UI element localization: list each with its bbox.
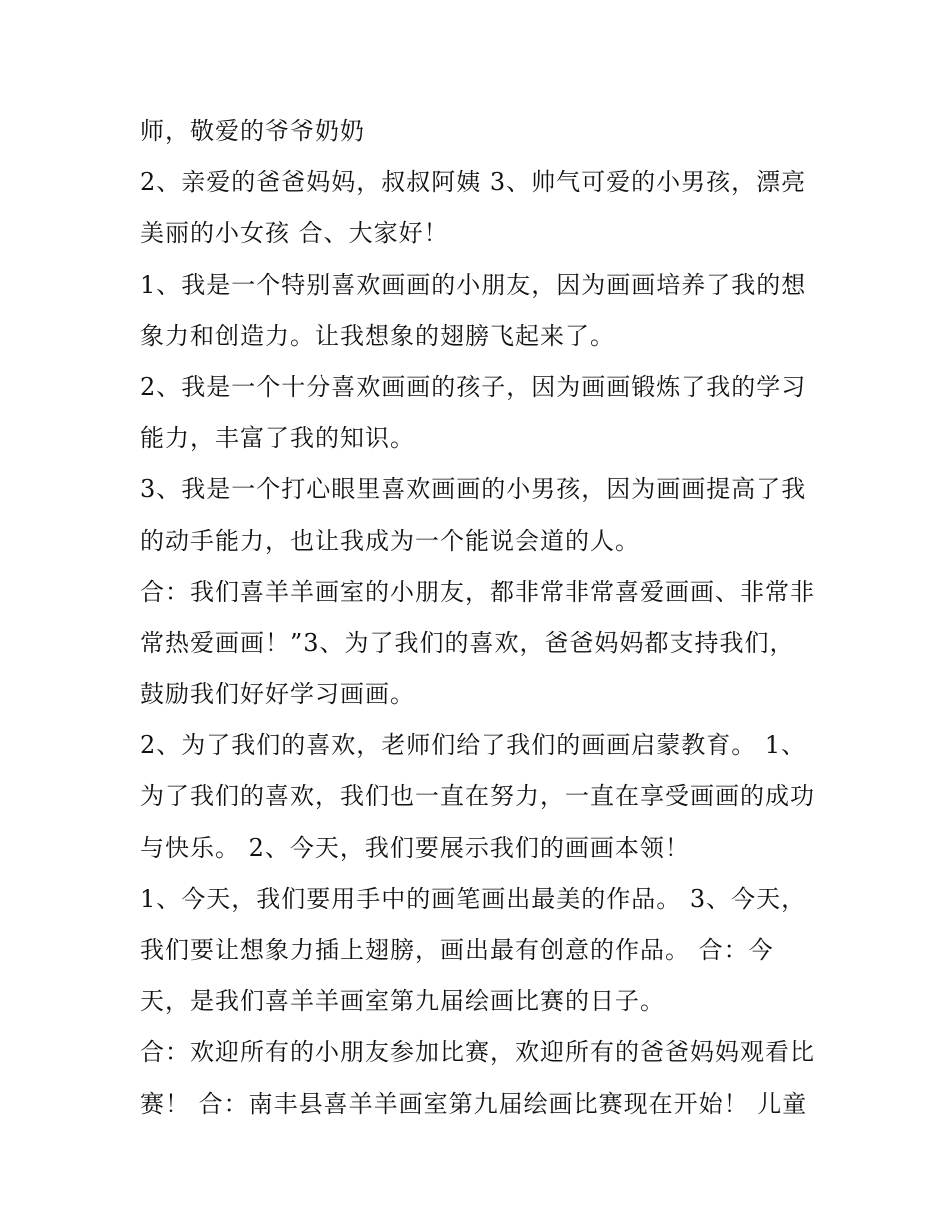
text-line: 常热爱画画！”3、为了我们的喜欢，爸爸妈妈都支持我们， <box>140 628 795 657</box>
text-line: 美丽的小女孩 合、大家好！ <box>140 219 449 248</box>
text-line: 我们要让想象力插上翅膀，画出最有创意的作品。 合：今 <box>140 936 774 964</box>
document-body <box>140 106 840 1130</box>
text-line: 2、我是一个十分喜欢画画的孩子，因为画画锻炼了我的学习 <box>140 372 807 401</box>
text-line: 为了我们的喜欢，我们也一直在努力，一直在享受画画的成功 <box>140 782 815 811</box>
text-line: 天，是我们喜羊羊画室第九届绘画比赛的日子。 <box>140 987 665 1016</box>
text-line: 1、我是一个特别喜欢画画的小朋友，因为画画培养了我的想 <box>140 270 807 299</box>
text-line: 能力，丰富了我的知识。 <box>140 424 415 453</box>
text-line: 合：我们喜羊羊画室的小朋友，都非常非常喜爱画画、非常非 <box>140 577 815 606</box>
text-line: 赛！ 合：南丰县喜羊羊画室第九届绘画比赛现在开始！ 儿童 <box>140 1089 808 1118</box>
text-line: 2、亲爱的爸爸妈妈，叔叔阿姨 3、帅气可爱的小男孩，漂亮 <box>140 168 807 197</box>
text-line: 3、我是一个打心眼里喜欢画画的小男孩，因为画画提高了我 <box>140 475 807 504</box>
text-line: 的动手能力，也让我成为一个能说会道的人。 <box>140 526 640 555</box>
text-line: 鼓励我们好好学习画画。 <box>140 680 415 709</box>
text-line: 1、今天，我们要用手中的画笔画出最美的作品。 3、今天， <box>140 884 807 913</box>
text-line: 象力和创造力。让我想象的翅膀飞起来了。 <box>140 321 615 350</box>
text-line: 合：欢迎所有的小朋友参加比赛，欢迎所有的爸爸妈妈观看比 <box>140 1038 815 1067</box>
text-line: 与快乐。 2、今天，我们要展示我们的画画本领！ <box>140 833 690 862</box>
text-line: 师，敬爱的爷爷奶奶 <box>140 117 365 145</box>
text-line: 2、为了我们的喜欢，老师们给了我们的画画启蒙教育。 1、 <box>140 731 807 760</box>
